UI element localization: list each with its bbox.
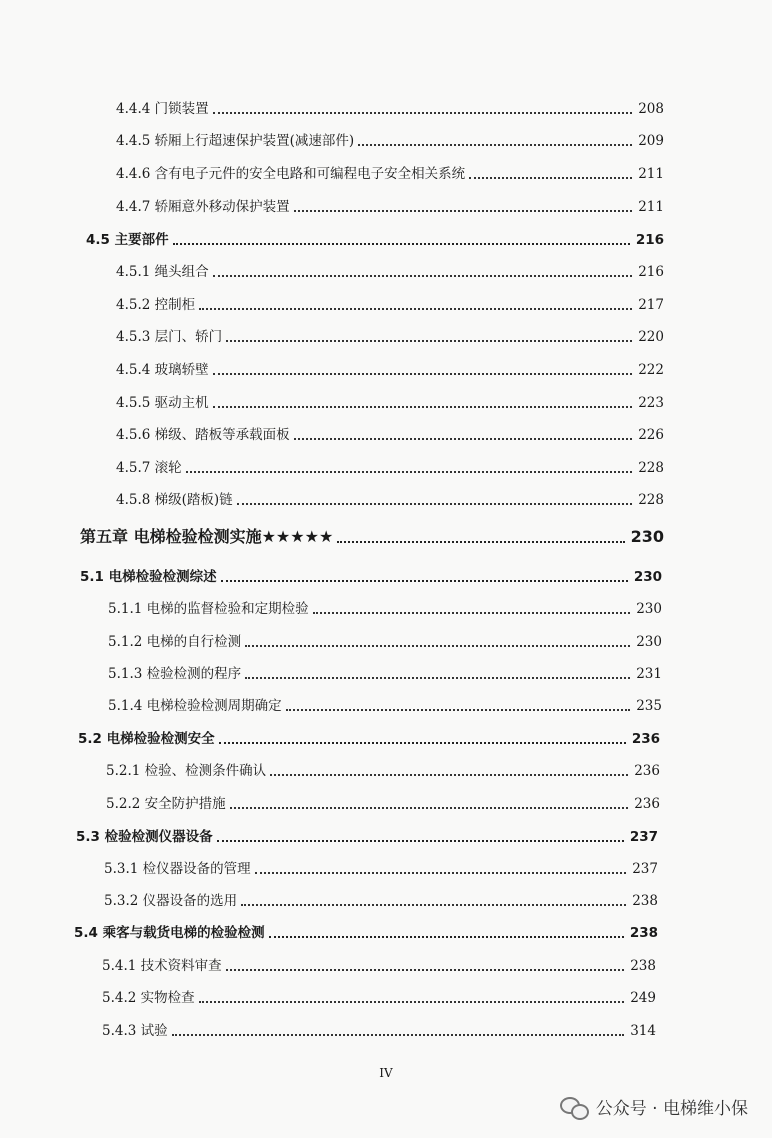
dot-leader — [226, 340, 632, 342]
toc-page-number: 217 — [638, 297, 664, 313]
toc-page-number: 211 — [638, 166, 664, 182]
toc-page-number: 236 — [634, 796, 660, 812]
toc-label: 5.1.2 电梯的自行检测 — [108, 634, 242, 650]
toc-page-number: 238 — [632, 893, 658, 909]
watermark — [560, 1094, 748, 1119]
toc-page-number: 228 — [638, 460, 664, 476]
page-folio: IV — [379, 1066, 393, 1080]
toc-page-number: 237 — [629, 829, 658, 845]
toc-label: 4.4.6 含有电子元件的安全电路和可编程电子安全相关系统 — [116, 166, 466, 182]
dot-leader — [221, 580, 628, 582]
dot-leader — [270, 774, 628, 776]
toc-label: 5.3.1 检仪器设备的管理 — [104, 861, 251, 877]
toc-entry[interactable] — [116, 130, 664, 152]
toc-page-number: 216 — [638, 264, 664, 280]
watermark-text: 公众号 · 电梯维小保 — [595, 1099, 748, 1119]
toc-page-number: 220 — [638, 329, 664, 345]
toc-entry[interactable] — [116, 359, 664, 381]
toc-page-number: 208 — [638, 101, 664, 117]
dot-leader — [313, 612, 631, 614]
toc-label: 4.5.2 控制柜 — [116, 297, 196, 313]
dot-leader — [217, 840, 624, 842]
toc-label: 5.2.2 安全防护措施 — [106, 796, 226, 812]
toc-entry[interactable] — [116, 196, 664, 218]
dot-leader — [199, 308, 632, 310]
toc-entry[interactable] — [116, 392, 664, 414]
toc-label: 4.5.7 滚轮 — [116, 460, 182, 476]
toc-label: 4.4.5 轿厢上行超速保护装置(减速部件) — [116, 133, 355, 149]
toc-page-number: 226 — [638, 427, 664, 443]
toc-entry[interactable] — [116, 163, 664, 185]
toc-label: 4.4.7 轿厢意外移动保护装置 — [116, 199, 290, 215]
toc-label: 4.5.5 驱动主机 — [116, 395, 209, 411]
toc-page-number: 223 — [638, 395, 664, 411]
toc-entry[interactable] — [104, 890, 658, 912]
toc-entry[interactable] — [116, 98, 664, 120]
toc-page-number: 230 — [630, 527, 664, 546]
toc-label: 4.5.3 层门、轿门 — [116, 329, 223, 345]
toc-label: 4.5.8 梯级(踏板)链 — [116, 492, 233, 508]
toc-page-number: 235 — [636, 698, 662, 714]
toc-entry[interactable] — [108, 598, 662, 620]
toc-page-number: 230 — [633, 569, 662, 585]
dot-leader — [172, 1034, 625, 1036]
toc-label: 5.1.4 电梯检验检测周期确定 — [108, 698, 282, 714]
dot-leader — [213, 406, 633, 408]
toc-page-number: 230 — [636, 601, 662, 617]
toc-entry[interactable] — [116, 489, 664, 511]
toc-label: 5.3.2 仪器设备的选用 — [104, 893, 238, 909]
toc-page-number: 230 — [636, 634, 662, 650]
dot-leader — [255, 872, 627, 874]
toc-page-number: 228 — [638, 492, 664, 508]
toc-page-number: 238 — [630, 958, 656, 974]
toc-label: 4.5.1 绳头组合 — [116, 264, 209, 280]
toc-entry[interactable] — [116, 457, 664, 479]
toc-entry[interactable] — [108, 695, 662, 717]
dot-leader — [337, 541, 624, 543]
dot-leader — [241, 904, 626, 906]
toc-label: 5.3 检验检测仪器设备 — [76, 829, 213, 845]
toc-section[interactable] — [86, 229, 664, 251]
dot-leader — [358, 144, 632, 146]
toc-entry[interactable] — [106, 793, 660, 815]
toc-page-number: 236 — [631, 731, 660, 747]
toc-label: 5.2 电梯检验检测安全 — [78, 731, 215, 747]
toc-label: 5.2.1 检验、检测条件确认 — [106, 763, 267, 779]
toc-page-number: 209 — [638, 133, 664, 149]
dot-leader — [286, 709, 631, 711]
toc-page-number: 231 — [636, 666, 662, 682]
toc-label: 4.4.4 门锁装置 — [116, 101, 209, 117]
toc-page-number: 237 — [632, 861, 658, 877]
toc-chapter[interactable] — [80, 526, 664, 548]
toc-entry[interactable] — [102, 1020, 656, 1042]
toc-entry[interactable] — [108, 663, 662, 685]
dot-leader — [173, 243, 630, 245]
toc-entry[interactable] — [116, 326, 664, 348]
toc-label: 5.4.3 试验 — [102, 1023, 168, 1039]
toc-entry[interactable] — [116, 261, 664, 283]
toc-page-number: 238 — [629, 925, 658, 941]
toc-label: 4.5 主要部件 — [86, 232, 169, 248]
toc-page-number: 222 — [638, 362, 664, 378]
dot-leader — [213, 373, 633, 375]
toc-label: 5.1 电梯检验检测综述 — [80, 569, 217, 585]
toc-entry[interactable] — [106, 760, 660, 782]
toc-section[interactable] — [76, 826, 658, 848]
toc-entry[interactable] — [116, 424, 664, 446]
dot-leader — [226, 969, 625, 971]
toc-label: 5.4 乘客与载货电梯的检验检测 — [74, 925, 265, 941]
dot-leader — [219, 742, 626, 744]
dot-leader — [269, 936, 624, 938]
toc-section[interactable] — [78, 728, 660, 750]
dot-leader — [230, 807, 629, 809]
dot-leader — [245, 645, 630, 647]
toc-label: 5.4.1 技术资料审查 — [102, 958, 222, 974]
dot-leader — [294, 438, 633, 440]
toc-label: 第五章 电梯检验检测实施★★★★★ — [80, 527, 334, 546]
toc-page-number: 314 — [630, 1023, 656, 1039]
toc-label: 4.5.6 梯级、踏板等承载面板 — [116, 427, 290, 443]
dot-leader — [186, 471, 633, 473]
dot-leader — [237, 503, 633, 505]
toc-entry[interactable] — [116, 294, 664, 316]
toc-page-number: 236 — [634, 763, 660, 779]
toc-entry[interactable] — [104, 858, 658, 880]
dot-leader — [245, 677, 630, 679]
toc-label: 5.1.3 检验检测的程序 — [108, 666, 242, 682]
toc-entry[interactable] — [108, 631, 662, 653]
toc-section[interactable] — [80, 566, 662, 588]
toc-entry[interactable] — [102, 955, 656, 977]
toc-label: 5.4.2 实物检查 — [102, 990, 195, 1006]
wechat-icon — [560, 1095, 588, 1119]
toc-section[interactable] — [74, 922, 658, 944]
toc-label: 4.5.4 玻璃轿壁 — [116, 362, 209, 378]
toc-entry[interactable] — [102, 987, 656, 1009]
dot-leader — [213, 275, 633, 277]
toc-page-number: 211 — [638, 199, 664, 215]
toc-page-number: 216 — [635, 232, 664, 248]
toc-label: 5.1.1 电梯的监督检验和定期检验 — [108, 601, 309, 617]
dot-leader — [199, 1001, 625, 1003]
dot-leader — [213, 112, 633, 114]
dot-leader — [294, 210, 633, 212]
toc-page-number: 249 — [630, 990, 656, 1006]
dot-leader — [469, 177, 632, 179]
